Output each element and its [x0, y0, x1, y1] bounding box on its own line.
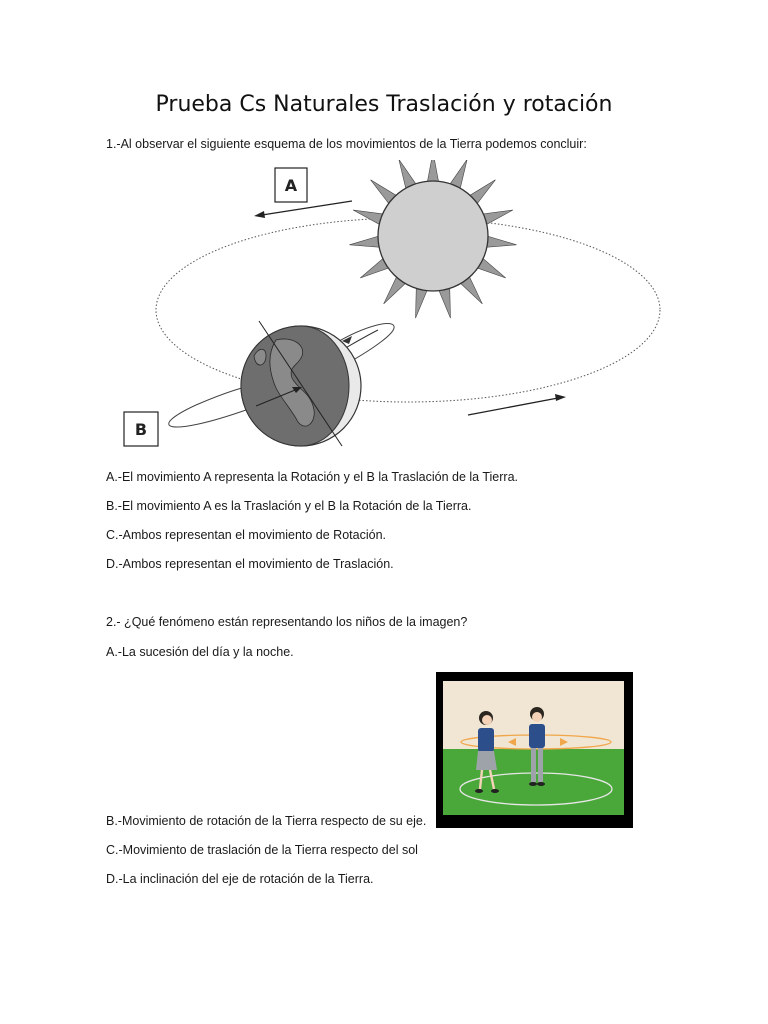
page-title: Prueba Cs Naturales Traslación y rotación [155, 92, 613, 117]
q2-option-d: D.-La inclinación del eje de rotación de la Tierra. [106, 872, 374, 886]
q1-option-c: C.-Ambos representan el movimiento de Rotación. [106, 528, 386, 542]
q2-option-c: C.-Movimiento de traslación de la Tierra respecto del sol [106, 843, 418, 857]
q2-option-b: B.-Movimiento de rotación de la Tierra respecto de su eje. [106, 814, 427, 828]
q2-option-a: A.-La sucesión del día y la noche. [106, 645, 294, 659]
q1-option-b: B.-El movimiento A es la Traslación y el B la Rotación de la Tierra. [106, 499, 472, 513]
q1-option-d: D.-Ambos representan el movimiento de Traslación. [106, 557, 394, 571]
q1-option-a: A.-El movimiento A representa la Rotación y el B la Traslación de la Tierra. [106, 470, 518, 484]
question-2-prompt: 2.- ¿Qué fenómeno están representando los niños de la imagen? [106, 615, 468, 629]
children-demonstration-image [436, 672, 633, 828]
label-b: B [134, 420, 148, 439]
sun-icon [349, 160, 517, 319]
label-b-box [124, 412, 158, 446]
arrow-a-icon [254, 201, 352, 218]
earth-movements-diagram [106, 160, 666, 452]
label-a: A [284, 176, 298, 195]
orbit-direction-arrow-icon [468, 394, 566, 415]
label-a-box [275, 168, 307, 202]
question-1-prompt: 1.-Al observar el siguiente esquema de los movimientos de la Tierra podemos concluir: [106, 137, 587, 151]
earth-icon [241, 321, 361, 446]
